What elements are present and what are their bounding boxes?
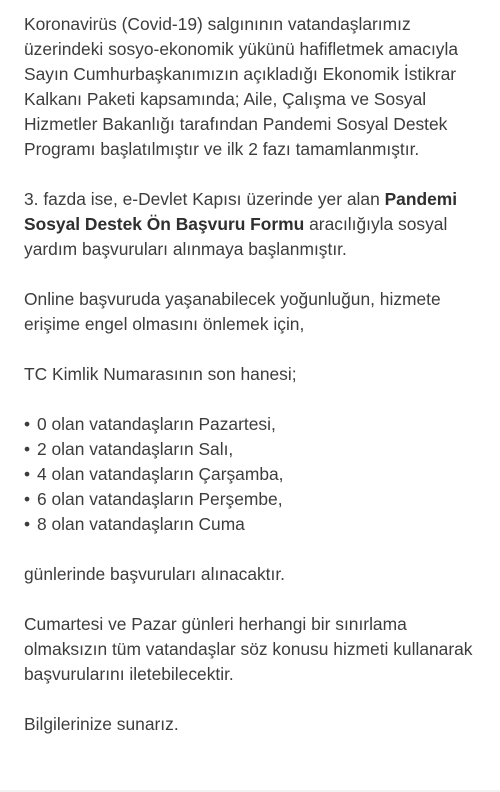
phase-three-text-start: 3. fazda ise, e-Devlet Kapısı üzerinde yer alan xyxy=(24,189,385,209)
list-item xyxy=(24,487,484,512)
list-item xyxy=(24,512,484,537)
closing-paragraph: Bilgilerinize sunarız. xyxy=(24,714,179,734)
intro-paragraph: Koronavirüs (Covid-19) salgınının vatandaşlarımız üzerindeki sosyo-ekonomik yükünü hafifletmek amacıyla Sayın Cumhurbaşkanımızın açıkladığı Ekonomik İstikrar Kalkanı Paketi kapsamında; Aile, Çalışma ve Sosyal Hizmetler Bakanlığı tarafından Pandemi Sosyal Destek Programı başlatılmıştır ve ilk 2 fazı tamamlanmıştır. xyxy=(24,14,459,159)
bullet-icon: • xyxy=(24,414,31,434)
online-load-paragraph: Online başvuruda yaşanabilecek yoğunluğun, hizmete erişime engel olmasını önlemek için, xyxy=(24,289,441,334)
list-item-text: 0 olan vatandaşların Pazartesi, xyxy=(37,414,276,434)
list-item-text: 8 olan vatandaşların Cuma xyxy=(37,514,245,534)
list-item xyxy=(24,412,484,437)
tc-number-paragraph: TC Kimlik Numarasının son hanesi; xyxy=(24,364,297,384)
list-item xyxy=(24,437,484,462)
phase-three-paragraph xyxy=(24,187,484,262)
bullet-icon: • xyxy=(24,489,31,509)
application-days-paragraph: günlerinde başvuruları alınacaktır. xyxy=(24,564,286,584)
list-item-text: 6 olan vatandaşların Perşembe, xyxy=(37,489,283,509)
bullet-icon: • xyxy=(24,439,31,459)
bullet-icon: • xyxy=(24,514,31,534)
article-body xyxy=(24,12,484,737)
list-item-text: 4 olan vatandaşların Çarşamba, xyxy=(37,464,284,484)
schedule-list xyxy=(24,412,484,537)
bullet-icon: • xyxy=(24,464,31,484)
list-item-text: 2 olan vatandaşların Salı, xyxy=(37,439,234,459)
weekend-paragraph: Cumartesi ve Pazar günleri herhangi bir sınırlama olmaksızın tüm vatandaşlar söz konusu hizmeti kullanarak başvurularını iletebilecektir. xyxy=(24,614,473,684)
list-item xyxy=(24,462,484,487)
phase-three-text-end: aracılığıyla sosyal yardım başvuruları alınmaya başlanmıştır. xyxy=(24,214,448,259)
application-form-name: Pandemi Sosyal Destek Ön Başvuru Formu xyxy=(24,189,458,234)
